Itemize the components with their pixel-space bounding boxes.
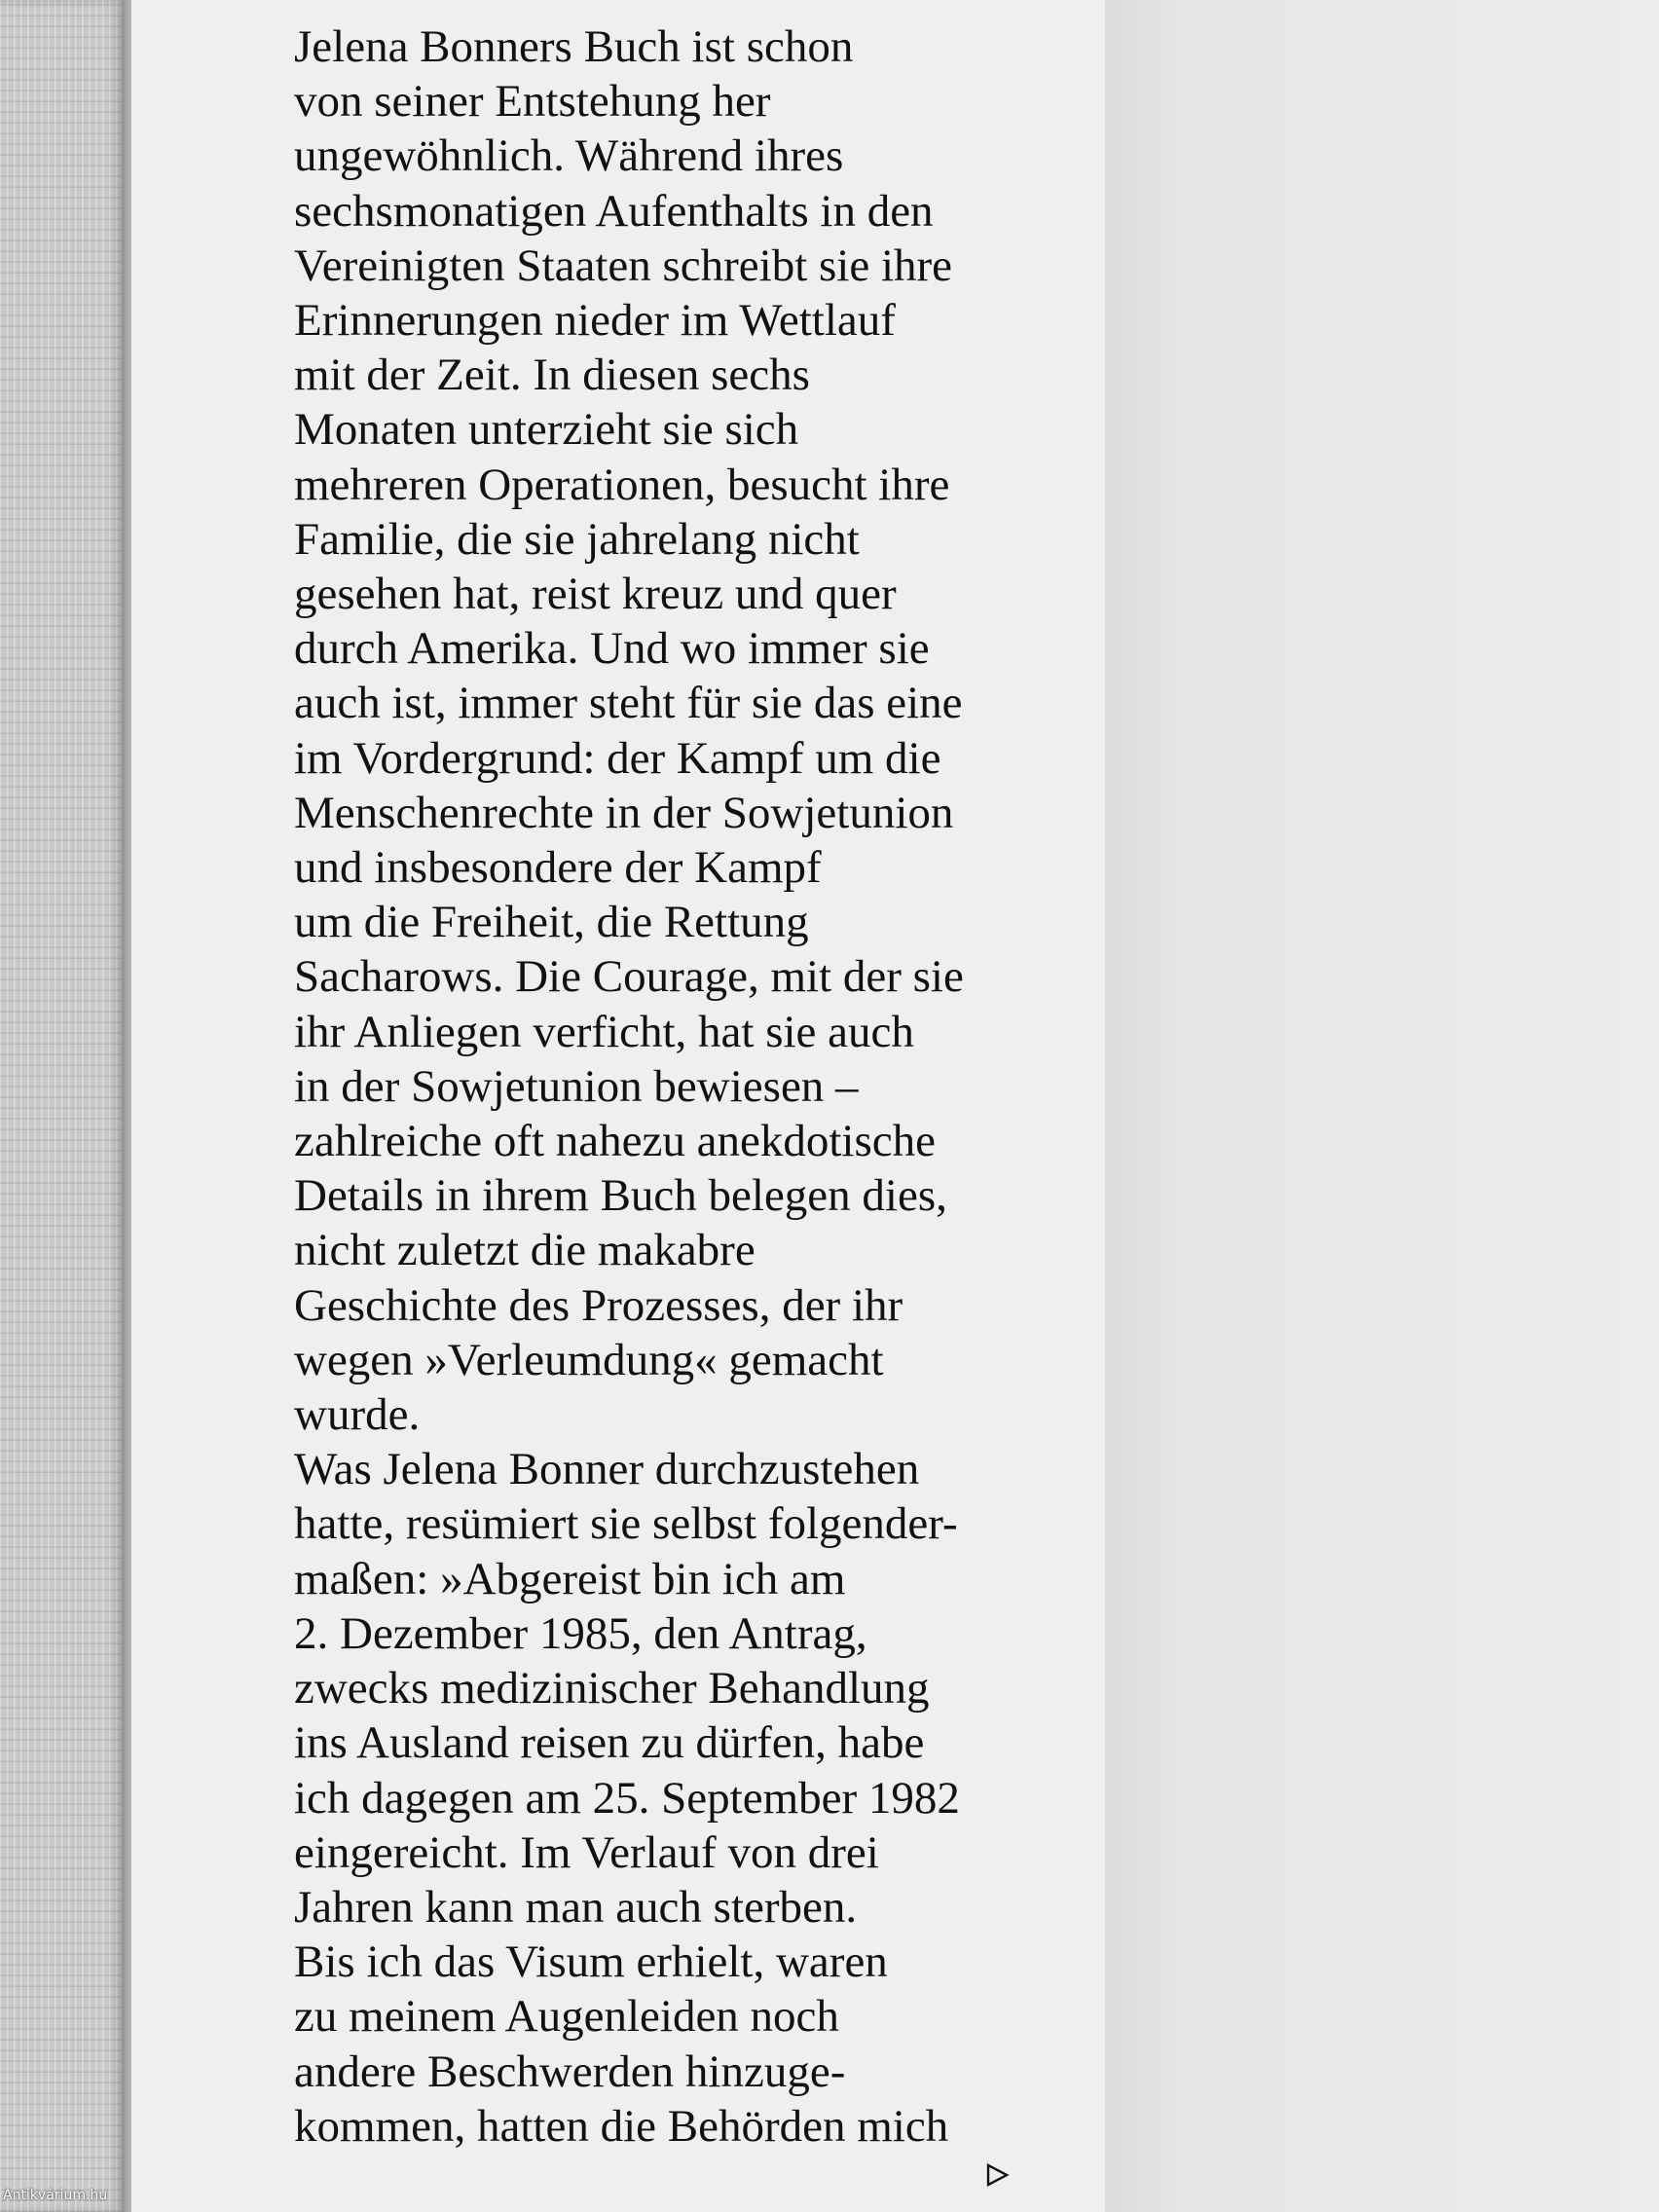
right-page [1105, 0, 1659, 2212]
blurb-line: Sacharows. Die Courage, mit der sie [294, 951, 964, 1003]
blurb-line: mehreren Operationen, besucht ihre [294, 459, 950, 510]
blurb-line: zu meinem Augenleiden noch [294, 1991, 839, 2043]
blurb-line: Erinnerungen nieder im Wettlauf [294, 295, 896, 347]
blurb-line: Familie, die sie jahrelang nicht [294, 513, 860, 565]
watermark: Antikvárium.hu [3, 2188, 108, 2203]
book-spine [0, 0, 122, 2212]
blurb-line: Vereinigten Staaten schreibt sie ihre [294, 240, 953, 291]
blurb-line: zwecks medizinischer Behandlung [294, 1663, 930, 1714]
blurb-line: sechsmonatigen Aufenthalts in den [294, 185, 934, 237]
blurb-line: maßen: »Abgereist bin ich am [294, 1553, 846, 1604]
blurb-line: zahlreiche oft nahezu anekdotische [294, 1116, 936, 1167]
blurb-line: Jelena Bonners Buch ist schon [294, 21, 854, 72]
blurb-line: wegen »Verleumdung« gemacht [294, 1334, 884, 1385]
blurb-line: Details in ihrem Buch belegen dies, [294, 1170, 947, 1222]
blurb-line: Monaten unterzieht sie sich [294, 404, 799, 456]
blurb-line: gesehen hat, reist kreuz und quer [294, 569, 897, 620]
blurb-line: wurde. [294, 1389, 421, 1441]
blurb-line: ungewöhnlich. Während ihres [294, 130, 844, 182]
blurb-line: in der Sowjetunion bewiesen – [294, 1060, 859, 1112]
blurb-line: und insbesondere der Kampf [294, 842, 822, 894]
blurb-line: Geschichte des Prozesses, der ihr [294, 1279, 903, 1331]
blurb-line: eingereicht. Im Verlauf von drei [294, 1826, 879, 1878]
blurb-line: andere Beschwerden hinzuge- [294, 2046, 846, 2097]
blurb-line: ihr Anliegen verficht, hat sie auch [294, 1006, 914, 1057]
blurb-line: Was Jelena Bonner durchzustehen [294, 1444, 920, 1495]
blurb-line: durch Amerika. Und wo immer sie [294, 623, 930, 675]
blurb-line: mit der Zeit. In diesen sechs [294, 350, 810, 401]
blurb-line: von seiner Entstehung her [294, 76, 771, 128]
blurb-line: auch ist, immer steht für sie das eine [294, 678, 963, 729]
triangle-right-outline-icon [984, 2162, 1010, 2188]
blurb-line: nicht zuletzt die makabre [294, 1225, 756, 1276]
blurb-line: Jahren kann man auch sterben. [294, 1881, 858, 1933]
spine-gap [122, 0, 131, 2212]
blurb-line: ich dagegen am 25. September 1982 [294, 1772, 960, 1824]
blurb-line: Bis ich das Visum erhielt, waren [294, 1936, 888, 1988]
blurb-line: ins Ausland reisen zu dürfen, habe [294, 1717, 925, 1769]
blurb-line: im Vordergrund: der Kampf um die [294, 732, 941, 784]
blurb-line: kommen, hatten die Behörden mich [294, 2100, 949, 2152]
blurb-line: um die Freiheit, die Rettung [294, 897, 809, 948]
blurb-line: 2. Dezember 1985, den Antrag, [294, 1607, 867, 1659]
blurb-line: hatte, resümiert sie selbst folgender- [294, 1498, 958, 1550]
blurb-text [294, 19, 1073, 2154]
blurb-line: Menschenrechte in der Sowjetunion [294, 787, 954, 838]
